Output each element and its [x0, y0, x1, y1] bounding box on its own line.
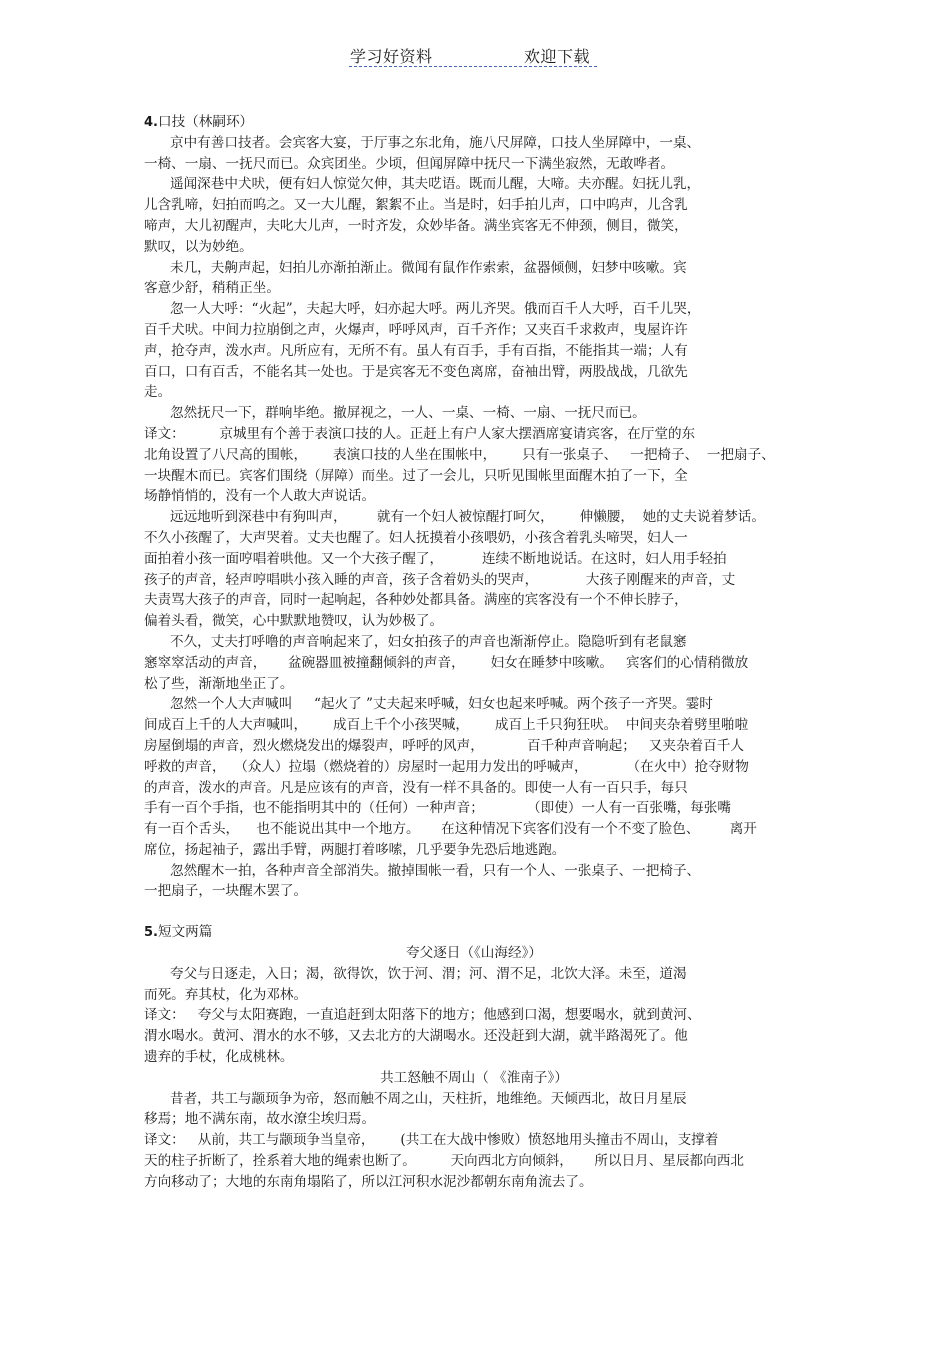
text-line: 的声音，泼水的声音。凡是应该有的声音，没有一样不具备的。即使一人有一百只手，每只 [144, 779, 688, 796]
text-line: 一把扇子，一块醒木罢了。 [144, 883, 308, 900]
text-line: 有一百个舌头， 也不能说出其中一个地方。 在这种情况下宾客们没有一个不变了脸色、 离开 [144, 821, 757, 838]
text-line: 夸父与日逐走，入日；渴，欲得饮，饮于河、渭；河、渭不足，北饮大泽。未至，道渴 [170, 965, 687, 982]
text-line: 席位，扬起袖子，露出手臂，两腿打着哆嗦，几乎要争先恐后地逃跑。 [144, 841, 566, 858]
text-line: 昔者，共工与颛顼争为帝，怒而触不周之山，天柱折，地维绝。天倾西北，故日月星辰 [170, 1090, 687, 1107]
text-line: 呼救的声音， （众人）拉塌（燃烧着的）房屋时一起用力发出的呼喊声， （在火中）抢夺财物 [144, 758, 749, 775]
text-line: 未几，夫齁声起，妇拍儿亦渐拍渐止。微闻有鼠作作索索，盆器倾侧，妇梦中咳嗽。宾 [170, 259, 687, 276]
text-line: 远远地听到深巷中有狗叫声， 就有一个妇人被惊醒打呵欠， 伸懒腰， 她的丈夫说着梦话。 [170, 509, 765, 526]
text-line: 默叹，以为妙绝。 [144, 238, 253, 255]
story-2-title: 共工怒触不周山（ 《淮南子》） [380, 1069, 568, 1086]
section-5-title: 短文两篇 [157, 924, 213, 941]
text-line: 不久小孩醒了，大声哭着。丈夫也醒了。妇人抚摸着小孩喂奶，小孩含着乳头啼哭，妇人一 [144, 529, 688, 546]
section-gap [144, 902, 804, 922]
text-line: 客意少舒，稍稍正坐。 [144, 280, 280, 297]
text-line: 遥闻深巷中犬吠，便有妇人惊觉欠伸，其夫呓语。既而儿醒，大啼。夫亦醒。妇抚儿乳， [170, 176, 701, 193]
text-line: 声，抢夺声，泼水声。凡所应有，无所不有。虽人有百手，手有百指，不能指其一端；人有 [144, 342, 688, 359]
text-line: 面拍着小孩一面哼唱着哄他。又一个大孩子醒了， 连续不断地说话。在这时，妇人用手轻拍 [144, 550, 727, 567]
header-right-text: 欢迎下载 [524, 47, 591, 66]
text-line: 忽然醒木一拍，各种声音全部消失。撤掉围帐一看，只有一个人、一张桌子、一把椅子、 [170, 862, 701, 879]
section-4-title: 口技（林嗣环） [157, 114, 254, 130]
text-line: 译文： 京城里有个善于表演口技的人。正赶上有户人家大摆酒席宴请宾客，在厅堂的东 [144, 425, 696, 442]
story-1-text [144, 964, 804, 1068]
document-body [144, 112, 804, 1193]
text-line: 窸窣窣活动的声音， 盆碗器皿被撞翻倾斜的声音， 妇女在睡梦中咳嗽。 宾客们的心情稍微放 [144, 654, 749, 671]
text-line: 北角设置了八尺高的围帐， 表演口技的人坐在围帐中， 只有一张桌子、 一把椅子、 一把扇子、 [144, 446, 775, 463]
text-line: 译文： 从前，共工与颛顼争当皇帝， (共工在大战中惨败）愤怒地用头撞击不周山，支撑着 [144, 1132, 719, 1149]
text-line: 译文： 夸父与太阳赛跑，一直追赶到太阳落下的地方；他感到口渴，想要喝水，就到黄河、 [144, 1007, 701, 1024]
text-line: 百千犬吠。中间力拉崩倒之声，火爆声，呼呼风声，百千齐作；又夹百千求救声，曳屋许许 [144, 321, 688, 338]
text-line: 移焉；地不满东南，故水潦尘埃归焉。 [144, 1111, 376, 1128]
text-line: 走。 [144, 384, 172, 401]
section-4-number: 4. [144, 115, 158, 130]
text-line: 天的柱子折断了，拴系着大地的绳索也断了。 天向西北方向倾斜， 所以日月、星辰都向西北 [144, 1153, 744, 1170]
text-line: 京中有善口技者。会宾客大宴，于厅事之东北角，施八尺屏障，口技人坐屏障中，一桌、 [170, 134, 701, 151]
text-line: 房屋倒塌的声音，烈火燃烧发出的爆裂声，呼呼的风声， 百千种声音响起； 又夹杂着百千人 [144, 737, 744, 754]
text-line: 手有一百个手指，也不能指明其中的（任何）一种声音； （即使）一人有一百张嘴，每张嘴 [144, 800, 731, 817]
text-line: 偏着头看，微笑，心中默默地赞叹，认为妙极了。 [144, 613, 444, 630]
text-line: 遗弃的手杖，化成桃林。 [144, 1049, 294, 1066]
section-4-heading [144, 112, 804, 133]
section-4-text [144, 133, 804, 902]
text-line: 孩子的声音，轻声哼唱哄小孩入睡的声音，孩子含着奶头的哭声， 大孩子刚醒来的声音，丈 [144, 571, 736, 588]
text-line: 方向移动了；大地的东南角塌陷了，所以江河积水泥沙都朝东南角流去了。 [144, 1173, 593, 1190]
text-line: 一椅、一扇、一抚尺而已。众宾团坐。少顷，但闻屏障中抚尺一下满坐寂然，无敢哗者。 [144, 155, 675, 172]
header-left-text: 学习好资料 [350, 47, 433, 66]
text-line: 忽然一个人大声喊叫 “起火了 ”丈夫起来呼喊，妇女也起来呼喊。两个孩子一齐哭。霎时 [170, 696, 713, 713]
text-line: 忽然抚尺一下，群响毕绝。撤屏视之，一人、一桌、一椅、一扇、一抚尺而已。 [170, 405, 646, 422]
story-1-title: 夸父逐日（《山海经》） [406, 945, 542, 962]
text-line: 百口，口有百舌，不能名其一处也。于是宾客无不变色离席，奋袖出臂，两股战战，几欲先 [144, 363, 688, 380]
text-line: 啼声，大儿初醒声，夫叱大儿声，一时齐发，众妙毕备。满坐宾客无不伸颈，侧目，微笑， [144, 217, 688, 234]
text-line: 一块醒木而已。宾客们围绕（屏障）而坐。过了一会儿，只听见围帐里面醒木拍了一下，全 [144, 467, 688, 484]
section-5-heading [144, 922, 804, 943]
text-line: 松了些，渐渐地坐正了。 [144, 675, 294, 692]
header-underline [349, 66, 597, 67]
page-header [0, 40, 950, 70]
text-line: 而死。弃其杖，化为邓林。 [144, 986, 308, 1003]
text-line: 渭水喝水。黄河、渭水的水不够，又去北方的大湖喝水。还没赶到大湖，就半路渴死了。他 [144, 1028, 688, 1045]
section-5-number: 5. [144, 925, 158, 941]
text-line: 场静悄悄的，没有一个人敢大声说话。 [144, 488, 376, 505]
story-2-text [144, 1089, 804, 1193]
text-line: 夫责骂大孩子的声音，同时一起响起，各种妙处都具备。满座的宾客没有一个不伸长脖子， [144, 592, 688, 609]
text-line: 忽一人大呼：“火起”，夫起大呼，妇亦起大呼。两儿齐哭。俄而百千人大呼，百千儿哭， [170, 301, 701, 318]
text-line: 间成百上千的人大声喊叫， 成百上千个小孩哭喊， 成百上千只狗狂吠。 中间夹杂着劈里啪啦 [144, 717, 749, 734]
text-line: 儿含乳啼，妇拍而呜之。又一大儿醒，絮絮不止。当是时，妇手拍儿声，口中呜声，儿含乳 [144, 197, 688, 214]
text-line: 不久，丈夫打呼噜的声音响起来了，妇女拍孩子的声音也渐渐停止。隐隐听到有老鼠窸 [170, 633, 687, 650]
